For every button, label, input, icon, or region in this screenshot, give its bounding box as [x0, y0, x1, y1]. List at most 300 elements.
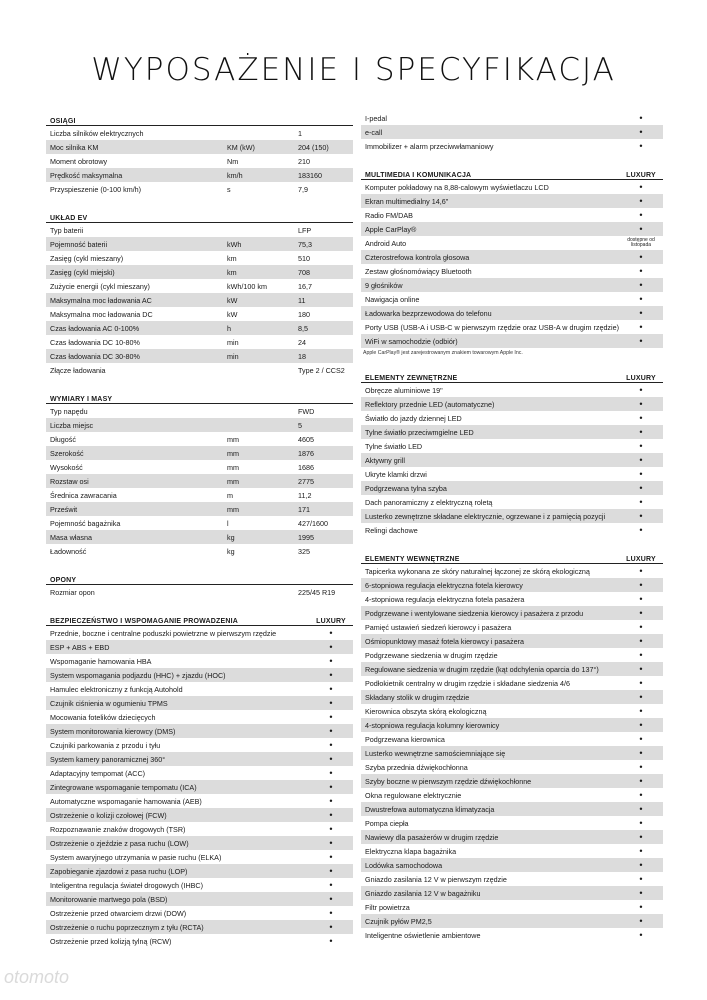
feature-row [46, 654, 353, 668]
spec-value: 24 [298, 337, 306, 347]
spec-name: Typ baterii [50, 225, 84, 235]
feature-name: Gniazdo zasilania 12 V w pierwszym rzędzie [365, 874, 507, 884]
feature-row [361, 425, 663, 439]
included-bullet: • [639, 888, 643, 898]
feature-table [361, 111, 663, 153]
included-bullet: • [329, 768, 333, 778]
spec-unit: mm [227, 462, 239, 472]
section-header [46, 570, 353, 585]
section-continued [361, 111, 663, 153]
spec-unit: min [227, 337, 239, 347]
feature-name: Ekran multimedialny 14,6" [365, 196, 449, 206]
spec-table [46, 585, 353, 599]
feature-row [361, 676, 663, 690]
feature-row [361, 523, 663, 537]
feature-name: Ostrzeżenie przed kolizją tylną (RCW) [50, 936, 172, 946]
feature-name: e-call [365, 127, 383, 137]
spec-value: 8,5 [298, 323, 308, 333]
included-bullet: • [639, 762, 643, 772]
availability-mark: • [639, 224, 643, 234]
feature-name: Podgrzewane i wentylowane siedzenia kierowcy i pasażera z przodu [365, 608, 584, 618]
feature-row [361, 481, 663, 495]
included-bullet: • [329, 642, 333, 652]
spec-name: Szerokość [50, 448, 84, 458]
feature-name: Dach panoramiczny z elektryczną roletą [365, 497, 493, 507]
spec-unit: min [227, 351, 239, 361]
feature-name: Android Auto [365, 238, 407, 248]
spec-value: 5 [298, 420, 302, 430]
included-bullet: • [639, 734, 643, 744]
included-bullet: • [639, 483, 643, 493]
feature-row [46, 724, 353, 738]
feature-name: System monitorowania kierowcy (DMS) [50, 726, 176, 736]
feature-row [46, 626, 353, 640]
spec-unit: kWh [227, 239, 242, 249]
spec-name: Rozstaw osi [50, 476, 89, 486]
spec-name: Prędkość maksymalna [50, 170, 123, 180]
spec-row [46, 544, 353, 558]
included-bullet: • [639, 916, 643, 926]
spec-row [46, 154, 353, 168]
section-wewnetrzne [361, 549, 663, 942]
included-bullet: • [329, 936, 333, 946]
feature-row [361, 139, 663, 153]
feature-name: Relingi dachowe [365, 525, 418, 535]
feature-name: Dwustrefowa automatyczna klimatyzacja [365, 804, 495, 814]
feature-name: Tapicerka wykonana ze skóry naturalnej łączonej ze skórą ekologiczną [365, 566, 590, 576]
feature-name: Apple CarPlay® [365, 224, 417, 234]
spec-name: Maksymalna moc ładowania DC [50, 309, 153, 319]
feature-row [361, 264, 663, 278]
included-bullet: • [639, 818, 643, 828]
included-bullet: • [639, 385, 643, 395]
feature-name: Szyby boczne w pierwszym rzędzie dźwiękochłonne [365, 776, 532, 786]
feature-name: System awaryjnego utrzymania w pasie ruchu (ELKA) [50, 852, 222, 862]
included-bullet: • [639, 413, 643, 423]
spec-name: Czas ładowania DC 10-80% [50, 337, 140, 347]
included-bullet: • [639, 469, 643, 479]
feature-row [46, 808, 353, 822]
feature-row [46, 766, 353, 780]
feature-name: Hamulec elektroniczny z funkcją Autohold [50, 684, 183, 694]
feature-row [361, 564, 663, 578]
included-bullet: • [329, 824, 333, 834]
included-bullet: • [639, 141, 643, 151]
spec-value: 183160 [298, 170, 322, 180]
spec-name: Średnica zawracania [50, 490, 117, 500]
spec-name: Zasięg (cykl mieszany) [50, 253, 124, 263]
spec-value: 11 [298, 295, 306, 305]
spec-row [46, 363, 353, 377]
feature-name: Czujnik ciśnienia w ogumieniu TPMS [50, 698, 168, 708]
feature-name: Pompa ciepła [365, 818, 409, 828]
spec-value: 1995 [298, 532, 314, 542]
spec-table [46, 223, 353, 377]
spec-value: 1686 [298, 462, 314, 472]
feature-row [361, 746, 663, 760]
spec-row [46, 418, 353, 432]
feature-name: Zintegrowane wspomaganie tempomatu (ICA) [50, 782, 197, 792]
spec-name: Złącze ładowania [50, 365, 106, 375]
feature-row [361, 383, 663, 397]
feature-name: Podłokietnik centralny w drugim rzędzie i składane siedzenia 4/6 [365, 678, 570, 688]
spec-value: 1876 [298, 448, 314, 458]
spec-name: Typ napędu [50, 406, 88, 416]
feature-row [361, 816, 663, 830]
included-bullet: • [329, 838, 333, 848]
availability-mark: • [639, 322, 643, 332]
included-bullet: • [329, 866, 333, 876]
spec-name: Moc silnika KM [50, 142, 99, 152]
spec-unit: s [227, 184, 231, 194]
feature-row [361, 495, 663, 509]
feature-row [361, 662, 663, 676]
spec-value: 708 [298, 267, 310, 277]
included-bullet: • [639, 832, 643, 842]
feature-name: Porty USB (USB-A i USB-C w pierwszym rzędzie oraz USB-A w drugim rzędzie) [365, 322, 619, 332]
included-bullet: • [329, 726, 333, 736]
feature-row [361, 802, 663, 816]
feature-row [46, 640, 353, 654]
feature-row [46, 794, 353, 808]
section-uklad-ev [46, 208, 353, 377]
feature-row [361, 125, 663, 139]
feature-name: Inteligentna regulacja świateł drogowych (IHBC) [50, 880, 204, 890]
feature-name: Aktywny grill [365, 455, 405, 465]
feature-row [361, 208, 663, 222]
feature-row [361, 320, 663, 334]
feature-name: Pamięć ustawień siedzeń kierowcy i pasażera [365, 622, 512, 632]
feature-name: 9 głośników [365, 280, 403, 290]
feature-row [361, 774, 663, 788]
included-bullet: • [639, 622, 643, 632]
included-bullet: • [639, 525, 643, 535]
left-column [46, 111, 353, 948]
included-bullet: • [639, 748, 643, 758]
feature-name: Radio FM/DAB [365, 210, 413, 220]
spec-name: Zasięg (cykl miejski) [50, 267, 115, 277]
feature-row [46, 892, 353, 906]
feature-row [361, 914, 663, 928]
feature-name: Ostrzeżenie o kolizji czołowej (FCW) [50, 810, 167, 820]
spec-unit: mm [227, 504, 239, 514]
spec-value: 180 [298, 309, 310, 319]
spec-name: Wysokość [50, 462, 83, 472]
feature-row [361, 704, 663, 718]
spec-value: LFP [298, 225, 312, 235]
spec-name: Czas ładowania DC 30-80% [50, 351, 140, 361]
feature-name: Automatyczne wspomaganie hamowania (AEB) [50, 796, 202, 806]
spec-row [46, 585, 353, 599]
feature-row [361, 453, 663, 467]
feature-row [361, 620, 663, 634]
spec-row [46, 474, 353, 488]
included-bullet: • [329, 628, 333, 638]
spec-value: 18 [298, 351, 306, 361]
feature-row [361, 648, 663, 662]
included-bullet: • [329, 670, 333, 680]
spec-value: 325 [298, 546, 310, 556]
feature-row [361, 900, 663, 914]
feature-name: Szyba przednia dźwiękochłonna [365, 762, 468, 772]
section-header [361, 368, 663, 383]
spec-table [46, 404, 353, 558]
spec-value: 1 [298, 128, 302, 138]
section-title: ELEMENTY WEWNĘTRZNE [365, 556, 460, 563]
included-bullet: • [639, 441, 643, 451]
section-multimedia [361, 165, 663, 362]
feature-row [361, 690, 663, 704]
spec-value: 204 (150) [298, 142, 329, 152]
section-title: UKŁAD EV [50, 215, 88, 222]
feature-row [361, 886, 663, 900]
spec-row [46, 307, 353, 321]
availability-mark: • [639, 280, 643, 290]
feature-row [361, 732, 663, 746]
availability-mark: • [639, 308, 643, 318]
trim-label: LUXURY [316, 618, 346, 625]
right-column [361, 111, 663, 942]
section-title: WYMIARY I MASY [50, 396, 113, 403]
feature-name: Immobilizer + alarm przeciwwłamaniowy [365, 141, 494, 151]
included-bullet: • [329, 782, 333, 792]
included-bullet: • [329, 894, 333, 904]
spec-name: Maksymalna moc ładowania AC [50, 295, 152, 305]
feature-row [46, 864, 353, 878]
feature-name: Gniazdo zasilania 12 V w bagażniku [365, 888, 481, 898]
section-zewnetrzne [361, 368, 663, 537]
feature-row [361, 788, 663, 802]
feature-name: Rozpoznawanie znaków drogowych (TSR) [50, 824, 186, 834]
feature-row [361, 306, 663, 320]
feature-table [361, 383, 663, 537]
included-bullet: • [639, 608, 643, 618]
section-title: BEZPIECZEŃSTWO I WSPOMAGANIE PROWADZENIA [50, 618, 239, 625]
spec-table [46, 126, 353, 196]
feature-row [361, 578, 663, 592]
included-bullet: • [639, 127, 643, 137]
spec-row [46, 446, 353, 460]
spec-row [46, 168, 353, 182]
included-bullet: • [639, 580, 643, 590]
feature-name: Regulowane siedzenia w drugim rzędzie (kąt odchylenia oparcia do 137°) [365, 664, 599, 674]
spec-unit: kW [227, 309, 238, 319]
spec-row [46, 293, 353, 307]
spec-value: 7,9 [298, 184, 308, 194]
spec-row [46, 530, 353, 544]
spec-value: Type 2 / CCS2 [298, 365, 345, 375]
spec-unit: km [227, 253, 237, 263]
feature-name: Tylne światło LED [365, 441, 423, 451]
availability-mark: • [639, 210, 643, 220]
included-bullet: • [639, 776, 643, 786]
spec-value: 171 [298, 504, 310, 514]
feature-table [361, 564, 663, 942]
feature-name: Lodówka samochodowa [365, 860, 443, 870]
feature-row [46, 668, 353, 682]
included-bullet: • [329, 908, 333, 918]
section-header [361, 165, 663, 180]
feature-row [46, 906, 353, 920]
feature-name: Podgrzewane siedzenia w drugim rzędzie [365, 650, 498, 660]
included-bullet: • [639, 113, 643, 123]
feature-name: Składany stolik w drugim rzędzie [365, 692, 470, 702]
feature-row [361, 194, 663, 208]
feature-row [361, 292, 663, 306]
feature-name: Zestaw głośnomówiący Bluetooth [365, 266, 472, 276]
feature-row [46, 822, 353, 836]
feature-name: System kamery panoramicznej 360° [50, 754, 166, 764]
feature-row [46, 738, 353, 752]
spec-unit: mm [227, 476, 239, 486]
spec-row [46, 432, 353, 446]
section-header [46, 208, 353, 223]
feature-row [361, 830, 663, 844]
spec-unit: kg [227, 546, 235, 556]
spec-value: 210 [298, 156, 310, 166]
feature-row [46, 934, 353, 948]
spec-value: FWD [298, 406, 315, 416]
spec-name: Zużycie energii (cykl mieszany) [50, 281, 150, 291]
feature-name: Tylne światło przeciwmgielne LED [365, 427, 474, 437]
spec-row [46, 335, 353, 349]
included-bullet: • [329, 656, 333, 666]
section-title: OPONY [50, 577, 77, 584]
included-bullet: • [329, 796, 333, 806]
feature-row [361, 180, 663, 194]
footnote: Apple CarPlay® jest zarejestrowanym znakiem towarowym Apple Inc. [363, 350, 523, 356]
spec-row [46, 460, 353, 474]
included-bullet: • [639, 790, 643, 800]
spec-name: Czas ładowania AC 0-100% [50, 323, 140, 333]
spec-unit: Nm [227, 156, 239, 166]
spec-value: 225/45 R19 [298, 587, 336, 597]
feature-name: Inteligentne oświetlenie ambientowe [365, 930, 481, 940]
feature-name: Ostrzeżenie o zjeździe z pasa ruchu (LOW) [50, 838, 189, 848]
spec-unit: KM (kW) [227, 142, 255, 152]
section-wymiary [46, 389, 353, 558]
spec-row [46, 404, 353, 418]
spec-row [46, 237, 353, 251]
included-bullet: • [639, 594, 643, 604]
feature-name: Czujniki parkowania z przodu i tyłu [50, 740, 161, 750]
availability-mark: • [639, 336, 643, 346]
spec-unit: mm [227, 434, 239, 444]
included-bullet: • [639, 692, 643, 702]
feature-row [361, 411, 663, 425]
trim-label: LUXURY [626, 556, 656, 563]
included-bullet: • [329, 740, 333, 750]
spec-unit: m [227, 490, 233, 500]
section-header [46, 389, 353, 404]
spec-unit: mm [227, 448, 239, 458]
spec-row [46, 223, 353, 237]
spec-row [46, 516, 353, 530]
spec-name: Prześwit [50, 504, 78, 514]
spec-row [46, 502, 353, 516]
included-bullet: • [639, 399, 643, 409]
included-bullet: • [329, 852, 333, 862]
spec-name: Rozmiar opon [50, 587, 95, 597]
included-bullet: • [329, 698, 333, 708]
feature-name: Kierownica obszyta skórą ekologiczną [365, 706, 487, 716]
feature-row [361, 928, 663, 942]
spec-value: 510 [298, 253, 310, 263]
section-header [46, 111, 353, 126]
feature-row [361, 250, 663, 264]
feature-name: Czterostrefowa kontrola głosowa [365, 252, 470, 262]
availability-mark: • [639, 294, 643, 304]
feature-name: Ośmiopunktowy masaż fotela kierowcy i pasażera [365, 636, 524, 646]
feature-name: Elektryczna klapa bagażnika [365, 846, 457, 856]
section-header [361, 549, 663, 564]
included-bullet: • [639, 720, 643, 730]
feature-row [361, 278, 663, 292]
feature-row [361, 760, 663, 774]
included-bullet: • [639, 636, 643, 646]
section-title: ELEMENTY ZEWNĘTRZNE [365, 375, 458, 382]
included-bullet: • [329, 754, 333, 764]
section-osiagi [46, 111, 353, 196]
spec-row [46, 251, 353, 265]
included-bullet: • [639, 678, 643, 688]
feature-name: 4-stopniowa regulacja kolumny kierownicy [365, 720, 500, 730]
included-bullet: • [639, 455, 643, 465]
feature-row [46, 682, 353, 696]
feature-name: Przednie, boczne i centralne poduszki powietrzne w pierwszym rzędzie [50, 628, 277, 638]
feature-row [361, 439, 663, 453]
feature-name: Zapobieganie zjazdowi z pasa ruchu (LOP) [50, 866, 188, 876]
feature-name: I-pedal [365, 113, 387, 123]
feature-name: Ostrzeżenie przed otwarciem drzwi (DOW) [50, 908, 187, 918]
feature-row [361, 592, 663, 606]
spec-name: Liczba silników elektrycznych [50, 128, 144, 138]
feature-name: Monitorowanie martwego pola (BSD) [50, 894, 168, 904]
included-bullet: • [639, 427, 643, 437]
feature-row [361, 236, 663, 250]
included-bullet: • [329, 684, 333, 694]
included-bullet: • [329, 922, 333, 932]
feature-row [361, 397, 663, 411]
feature-row [361, 111, 663, 125]
section-title: MULTIMEDIA I KOMUNIKACJA [365, 172, 472, 179]
included-bullet: • [639, 874, 643, 884]
spec-value: 2775 [298, 476, 314, 486]
spec-unit: kWh/100 km [227, 281, 267, 291]
spec-row [46, 140, 353, 154]
feature-name: Filtr powietrza [365, 902, 410, 912]
feature-name: Komputer pokładowy na 8,88-calowym wyświetlaczu LCD [365, 182, 549, 192]
feature-row [361, 858, 663, 872]
feature-name: Okna regulowane elektrycznie [365, 790, 462, 800]
feature-name: Podgrzewana kierownica [365, 734, 445, 744]
spec-name: Masa własna [50, 532, 92, 542]
spec-row [46, 488, 353, 502]
feature-row [361, 509, 663, 523]
spec-row [46, 349, 353, 363]
included-bullet: • [639, 650, 643, 660]
spec-name: Liczba miejsc [50, 420, 94, 430]
feature-name: Ładowarka bezprzewodowa do telefonu [365, 308, 492, 318]
feature-name: 6-stopniowa regulacja elektryczna fotela kierowcy [365, 580, 523, 590]
feature-name: Reflektory przednie LED (automatyczne) [365, 399, 495, 409]
feature-row [46, 696, 353, 710]
section-title: OSIĄGI [50, 118, 76, 125]
included-bullet: • [329, 880, 333, 890]
spec-unit: l [227, 518, 229, 528]
watermark: otomoto [4, 967, 70, 987]
spec-name: Długość [50, 434, 76, 444]
